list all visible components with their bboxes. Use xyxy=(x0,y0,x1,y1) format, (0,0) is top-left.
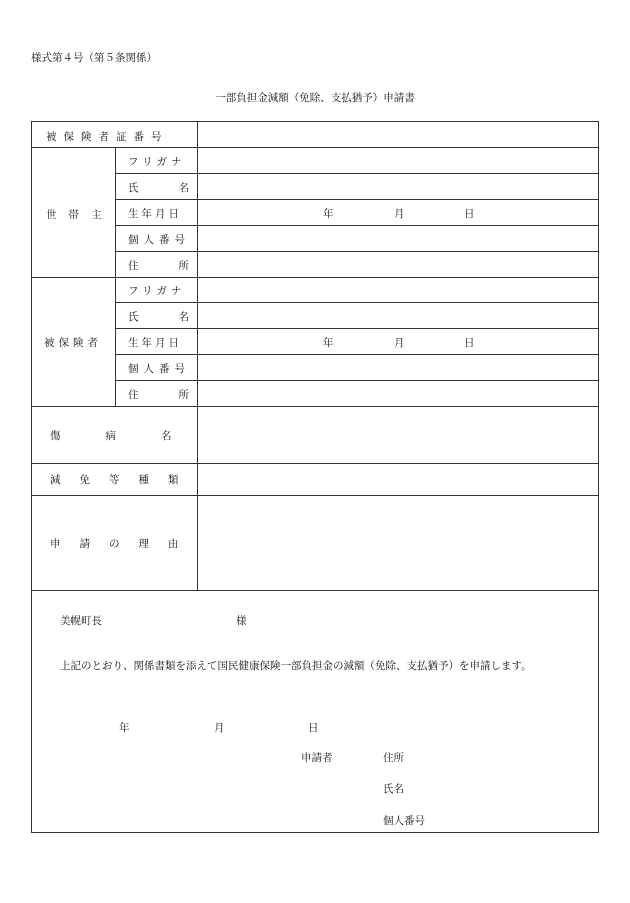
row-divider xyxy=(32,590,598,591)
householder-birthdate-label: 生年月日 xyxy=(128,208,182,220)
form-number: 様式第４号（第５条関係） xyxy=(31,52,157,64)
application-year-label: 年 xyxy=(119,722,130,734)
application-day-label: 日 xyxy=(308,722,319,734)
applicant-address-label: 住所 xyxy=(383,752,404,764)
householder-furigana-label: フリガナ xyxy=(128,156,186,168)
row-divider xyxy=(32,463,598,464)
form-title: 一部負担金減額（免除、支払猶予）申請書 xyxy=(215,92,415,104)
application-reason-label: 申請の理由 xyxy=(50,538,198,550)
insured-card-number-label: 被保険者証番号 xyxy=(46,131,169,143)
row-divider xyxy=(115,328,598,329)
applicant-label: 申請者 xyxy=(301,752,333,764)
row-divider xyxy=(32,147,598,148)
insured-name-label: 氏名 xyxy=(128,311,229,323)
injury-illness-label: 傷病名 xyxy=(50,430,217,442)
insured-address-label: 住所 xyxy=(128,389,229,401)
insured-birth-day-label: 日 xyxy=(464,337,475,349)
applicant-name-label: 氏名 xyxy=(383,783,404,795)
application-statement: 上記のとおり、関係書類を添えて国民健康保険一部負担金の減額（免除、支払猶予）を申請します。 xyxy=(60,660,532,672)
row-divider xyxy=(115,225,598,226)
row-divider xyxy=(115,302,598,303)
reduction-type-label: 減免等種類 xyxy=(50,474,198,486)
insured-birthdate-label: 生年月日 xyxy=(128,337,182,349)
insured-personal-number-label: 個人番号 xyxy=(128,363,190,375)
householder-personal-number-label: 個人番号 xyxy=(128,234,190,246)
row-divider xyxy=(115,380,598,381)
column-divider xyxy=(115,147,116,406)
householder-birth-month-label: 月 xyxy=(394,208,405,220)
householder-address-label: 住所 xyxy=(128,260,229,272)
row-divider xyxy=(115,251,598,252)
row-divider xyxy=(115,199,598,200)
row-divider xyxy=(32,277,598,278)
insured-furigana-label: フリガナ xyxy=(128,285,186,297)
addressee-label: 美幌町長 xyxy=(60,615,102,627)
application-form-table xyxy=(31,121,599,833)
householder-birth-day-label: 日 xyxy=(464,208,475,220)
insured-label: 被保険者 xyxy=(44,337,102,349)
householder-birth-year-label: 年 xyxy=(323,208,334,220)
row-divider xyxy=(115,354,598,355)
row-divider xyxy=(32,406,598,407)
insured-birth-month-label: 月 xyxy=(394,337,405,349)
applicant-personal-number-label: 個人番号 xyxy=(383,815,425,827)
honorific-label: 様 xyxy=(236,615,247,627)
row-divider xyxy=(32,495,598,496)
row-divider xyxy=(115,173,598,174)
householder-name-label: 氏名 xyxy=(128,182,229,194)
application-month-label: 月 xyxy=(214,722,225,734)
insured-birth-year-label: 年 xyxy=(323,337,334,349)
householder-label: 世帯主 xyxy=(46,209,114,221)
